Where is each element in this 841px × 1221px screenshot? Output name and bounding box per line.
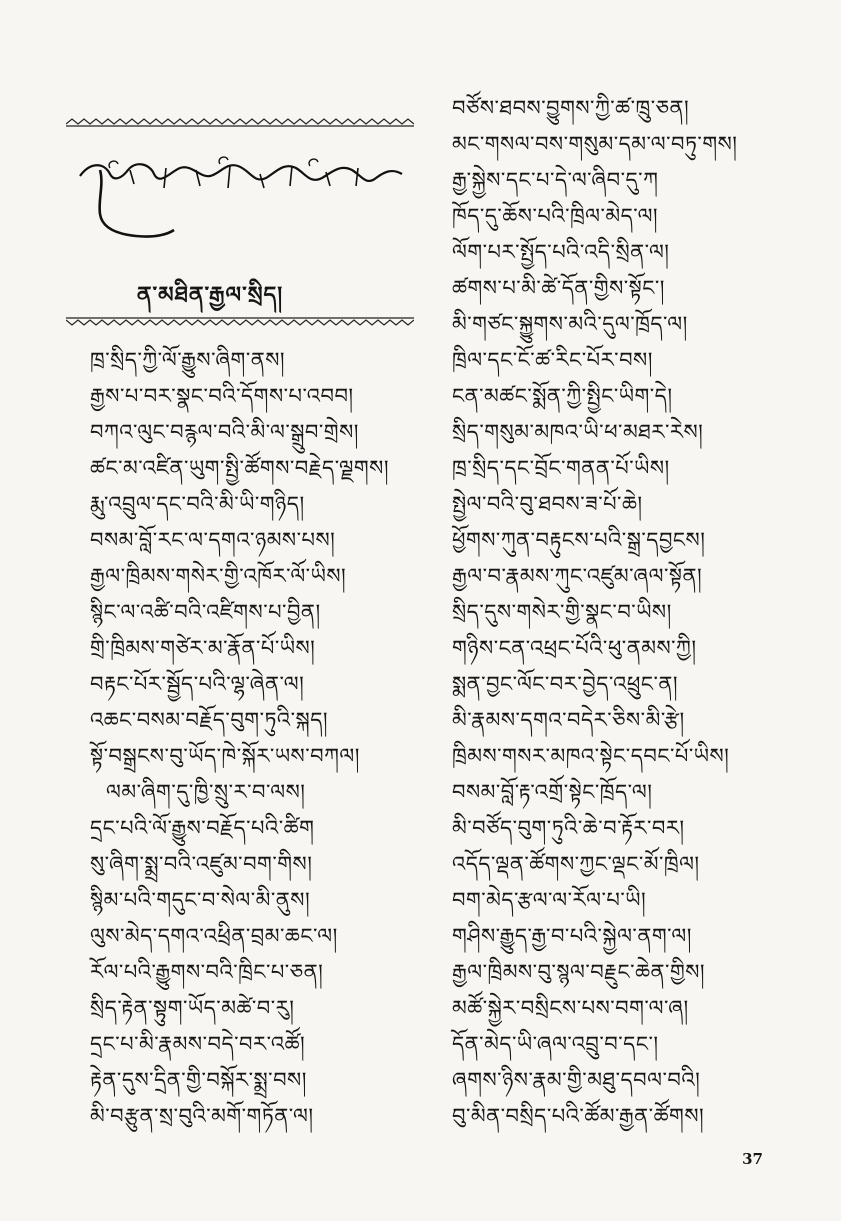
verse-line: བུ་མིན་བསྲིད་པའི་ཚོམ་རྒྱན་ཚོགས། (452, 1104, 705, 1128)
verse-line: རྒྱལ་ཁྲིམས་གསེར་གྱི་འཁོར་ལོ་ཡིས། (90, 564, 347, 588)
verse-line: དོན་མེད་ཡི་ཞལ་འབྲུ་བ་དང་། (452, 1032, 659, 1056)
verse-line: སྨན་བྱང་ལོང་བར་བྱེད་འཕྲུང་ན། (452, 672, 679, 696)
verse-line: མི་གཙང་སྐྱུགས་མའི་དུལ་ཁྲོད་ལ། (452, 312, 688, 336)
verse-line: བརྟང་པོར་སྦྱོད་པའི་ལྷ་ཞེན་ལ། (90, 672, 305, 696)
verse-line: བཀའ་ལུང་བརྙལ་བའི་མི་ལ་སྒྲུབ་གྲེས། (90, 420, 359, 444)
verse-line: བསམ་བློ་རང་ལ་དགའ་ཉམས་པས། (90, 528, 336, 552)
verse-line: འཆང་བསམ་བརྗོད་བུག་ཏུའི་སྐད། (90, 708, 329, 732)
verse-line: སྲིད་རྟེན་སྟུག་ཡོད་མཚེ་བ་རུ། (90, 996, 295, 1020)
verse-line: སྲིད་དུས་གསེར་གྱི་སྣང་བ་ཡིས། (452, 600, 672, 624)
verse-line: ཚགས་པ་མི་ཚེ་དོན་གྱིས་སྟོང་། (452, 276, 665, 300)
verse-line: རོལ་པའི་རྒྱུགས་བའི་ཁྲིང་པ་ཅན། (90, 960, 324, 984)
verse-line: མི་བཙོད་བུག་ཏུའི་ཆེ་བ་རྟོར་བར། (452, 816, 685, 840)
verse-line: བག་མེད་རྩལ་ལ་རོལ་པ་ཡི། (452, 888, 647, 912)
verse-line: སྙིམ་པའི་གདུང་བ་སེལ་མི་ནུས། (90, 888, 311, 912)
verse-line: སྟོ་བསྒྲངས་བུ་ཡོད་ཁེ་སྐོར་ཡས་བཀལ། (90, 744, 360, 768)
verse-line: ལུས་མེད་དགའ་འཕྲིན་བྲམ་ཆང་ལ། (90, 924, 338, 948)
title-ornament-divider (66, 316, 414, 326)
page-number: 37 (742, 1150, 763, 1168)
verse-line: རྒྱས་པ་བར་སྣང་བའི་དོགས་པ་འབབ། (90, 384, 354, 408)
calligraphy-heading (70, 148, 410, 248)
verse-line: སུ་ཞིག་སྨྲ་བའི་འཛུམ་བག་གིས། (90, 852, 313, 876)
verse-line: རྒྱ་སྐྱེས་དང་པ་དེ་ལ་ཞིབ་དུ་ཀ (452, 168, 659, 192)
verse-line: ཁྲ་སྲིད་དང་བྲོང་གནན་པོ་ཡིས། (452, 456, 670, 480)
verse-line: ལོག་པར་སྤྱོད་པའི་འདི་སྲིན་ལ། (452, 240, 670, 264)
verse-line: མཚོ་སྐྱེར་བསྲིངས་པས་བག་ལ་ཞ། (452, 996, 689, 1020)
verse-line: ཁོད་དུ་ཆོས་པའི་ཁྲིལ་མེད་ལ། (452, 204, 659, 228)
verse-line: སྲིད་གསུམ་མཁའ་ཡི་ཕ་མཐར་རེས། (452, 420, 704, 444)
verse-line: རྒྱལ་ཁྲིམས་བུ་སྙལ་བརྗུང་ཆེན་གྱིས། (452, 960, 706, 984)
verse-line: ཁྲིལ་དང་ངོ་ཚ་རིང་པོར་བས། (452, 348, 653, 372)
verse-line: རྟེན་དུས་དྲིན་གྱི་བསྐོར་སྨྲ་བས། (90, 1068, 307, 1092)
verse-line: བསམ་བློ་རྟ་འགྲོ་སྟེང་ཁྲོད་ལ། (452, 780, 653, 804)
verse-line: འདོད་ལྡན་ཚོགས་ཀྱང་ལྡང་མོ་ཁྲིལ། (452, 852, 700, 876)
verse-line: སྤྱེལ་བའི་བུ་ཐབས་ཟ་པོ་ཆེ། (452, 492, 643, 516)
verse-line: ལམ་ཞིག་དུ་ཁྱི་སྲུ་ར་བ་ལས། (106, 780, 306, 804)
verse-line: སྙིང་ལ་འཚི་བའི་འཛིགས་པ་བྱིན། (90, 600, 321, 624)
verse-line: ཁྲ་སྲིད་ཀྱི་ལོ་རྒྱུས་ཞིག་ནས། (90, 348, 286, 372)
verse-line: ཞགས་ཉིས་རྣམ་གྱི་མཐུ་དབལ་བའི། (452, 1068, 701, 1092)
verse-line: ངན་མཚང་སྨོན་ཀྱི་སྤྱིང་ཡིག་དེ། (452, 384, 673, 408)
verse-line: གཉིས་ངན་འཕྲང་པོའི་ཕུ་ནམས་ཀྱི། (452, 636, 697, 660)
verse-line: དྲང་པའི་ལོ་རྒྱུས་བརྗོད་པའི་ཚིག (90, 816, 315, 840)
verse-line: རྒྱལ་བ་རྣམས་ཀུང་འཛུམ་ཞལ་སྟོན། (452, 564, 703, 588)
verse-line: གྲི་ཁྲིམས་གཙེར་མ་རྣོན་པོ་ཡིས། (90, 636, 316, 660)
verse-line: རྨུ་འབྲུལ་དང་བའི་མི་ཡི་གཉིད། (90, 492, 305, 516)
verse-line: ཚང་མ་འཛིན་ཡུག་སྤྱི་ཚོགས་བརྗེད་ལྗགས། (90, 456, 390, 480)
verse-line: ཁྲིམས་གསར་མཁའ་སྟེང་དབང་པོ་ཡིས། (452, 744, 730, 768)
verse-line: མི་བརྩུན་སྲ་བུའི་མགོ་གཏོན་ལ། (90, 1104, 314, 1128)
verse-line: གཤིས་རྒྱུད་རྒྱ་བ་པའི་སྐྱེལ་ནག་ལ། (452, 924, 692, 948)
verse-line: མི་རྣམས་དགའ་བདེར་ཅིས་མི་རྩེ། (452, 708, 685, 732)
verse-line: ཕྱོགས་ཀུན་བརྟུངས་པའི་སྒྲ་དབྱངས། (452, 528, 706, 552)
verse-line: མང་གསལ་བས་གསུམ་དམ་ལ་བཏུ་གས། (452, 132, 738, 156)
verse-line: བཙོས་ཐབས་བྱུགས་ཀྱི་ཚ་ཁྲུ་ཅན། (452, 96, 690, 120)
top-ornament-divider (66, 118, 414, 128)
verse-line: དྲང་པ་མི་རྣམས་བདེ་བར་འཚོ། (90, 1032, 306, 1056)
poem-title: ན་མཐིན་རྒྱལ་སྲིད། (136, 283, 284, 308)
